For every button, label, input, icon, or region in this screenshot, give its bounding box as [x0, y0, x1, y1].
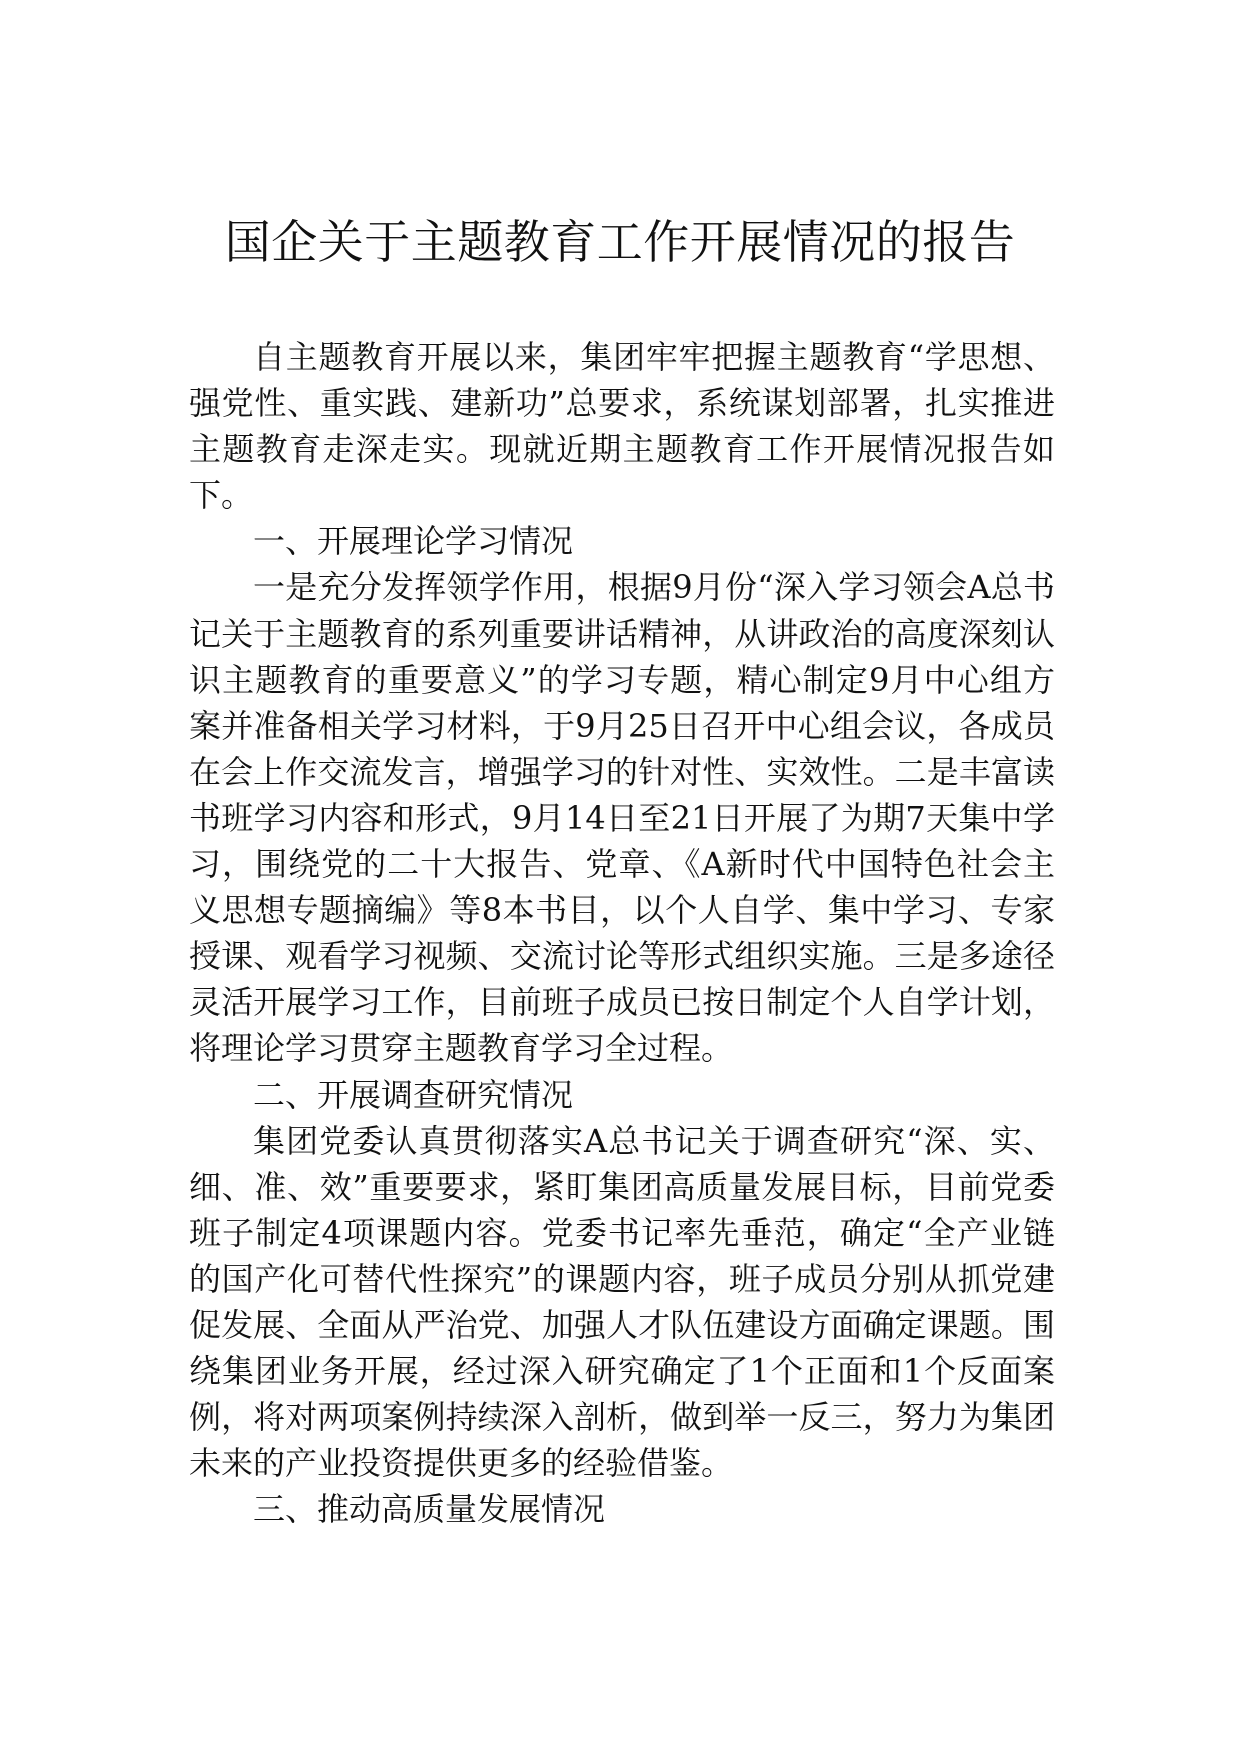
section-heading-development: 三、推动高质量发展情况	[253, 1490, 606, 1529]
intro-paragraph: 自主题教育开展以来，集团牢牢把握主题教育“学思想、强党性、重实践、建新功”总要求，系统谋划部署，扎实推进主题教育走深走实。现就近期主题教育工作开展情况报告如下。	[189, 338, 1055, 515]
section-heading-research: 二、开展调查研究情况	[253, 1075, 574, 1114]
document-body	[189, 334, 1055, 1532]
section-heading-theory-study: 一、开展理论学习情况	[253, 522, 574, 561]
section-body-theory-study: 一是充分发挥领学作用，根据9月份“深入学习领会A总书记关于主题教育的系列重要讲话精神，从讲政治的高度深刻认识主题教育的重要意义”的学习专题，精心制定9月中心组方案并准备相关学习材料，于9月25日召开中心组会议，各成员在会上作交流发言，增强学习的针对性、实效性。二是丰富读书班学习内容和形式，9月14日至21日开展了为期7天集中学习，围绕党的二十大报告、党章、《A新时代中国特色社会主义思想专题摘编》等8本书目，以个人自学、集中学习、专家授课、观看学习视频、交流讨论等形式组织实施。三是多途径灵活开展学习工作，目前班子成员已按日制定个人自学计划，将理论学习贯穿主题教育学习全过程。	[189, 568, 1055, 1068]
section-body-research: 集团党委认真贯彻落实A总书记关于调查研究“深、实、细、准、效”重要要求，紧盯集团高质量发展目标，目前党委班子制定4项课题内容。党委书记率先垂范，确定“全产业链的国产化可替代性探究”的课题内容，班子成员分别从抓党建促发展、全面从严治党、加强人才队伍建设方面确定课题。围绕集团业务开展，经过深入研究确定了1个正面和1个反面案例，将对两项案例持续深入剖析，做到举一反三，努力为集团未来的产业投资提供更多的经验借鉴。	[189, 1121, 1055, 1483]
document-title: 国企关于主题教育工作开展情况的报告	[224, 215, 1016, 269]
